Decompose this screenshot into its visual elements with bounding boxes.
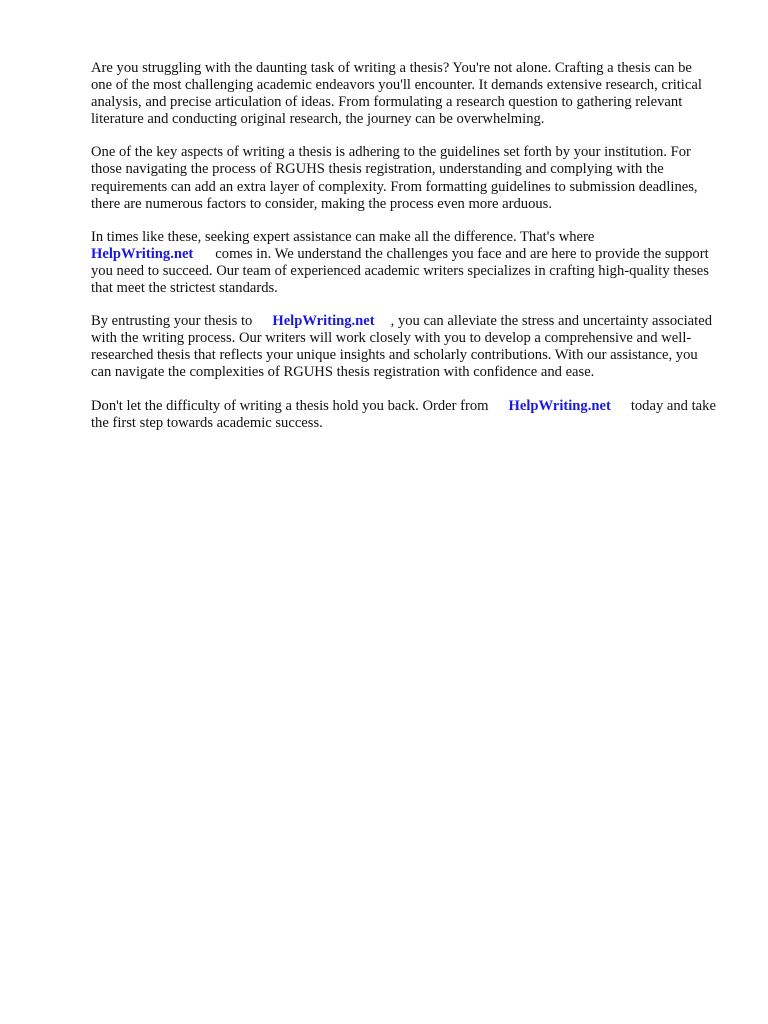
- paragraph-entrusting-text-after: , you can alleviate the stress and uncertainty associated with the writing process. Our writers will work closely with you to develop a comprehensive and well-researched thesis that reflects your unique insights and scholarly contributions. With our assistance, you can navigate the complexities of RGUHS thesis registration with confidence and ease.: [91, 313, 712, 381]
- paragraph-assistance: [91, 229, 716, 297]
- paragraph-entrusting: [91, 313, 716, 381]
- helpwriting-link[interactable]: HelpWriting.net: [272, 313, 375, 330]
- helpwriting-link[interactable]: HelpWriting.net: [508, 397, 611, 414]
- paragraph-guidelines: One of the key aspects of writing a thesis is adhering to the guidelines set forth by your institution. For those navigating the process of RGUHS thesis registration, understanding and complying with the requirements can add an extra layer of complexity. From formatting guidelines to submission deadlines, there are numerous factors to consider, making the process even more arduous.: [91, 144, 698, 212]
- paragraph-intro: Are you struggling with the daunting task of writing a thesis? You're not alone. Crafting a thesis can be one of the most challenging academic endeavors you'll encounter. It demands extensive research, critical analysis, and precise articulation of ideas. From formulating a research question to gathering relevant literature and conducting original research, the journey can be overwhelming.: [91, 60, 702, 128]
- paragraph-cta-text-before: Don't let the difficulty of writing a thesis hold you back. Order from: [91, 397, 489, 414]
- helpwriting-link[interactable]: HelpWriting.net: [91, 245, 194, 262]
- paragraph-assistance-text-after: comes in. We understand the challenges you face and are here to provide the support you need to succeed. Our team of experienced academic writers specializes in crafting high-quality theses that meet the strictest standards.: [91, 245, 709, 297]
- paragraph-assistance-text-before: In times like these, seeking expert assistance can make all the difference. That's where: [91, 228, 595, 245]
- paragraph-call-to-action: [91, 398, 716, 432]
- document-body: [91, 60, 716, 448]
- paragraph-entrusting-text-before: By entrusting your thesis to: [91, 313, 253, 330]
- paragraph-cta-text-after: today and take the first step towards academic success.: [91, 397, 716, 431]
